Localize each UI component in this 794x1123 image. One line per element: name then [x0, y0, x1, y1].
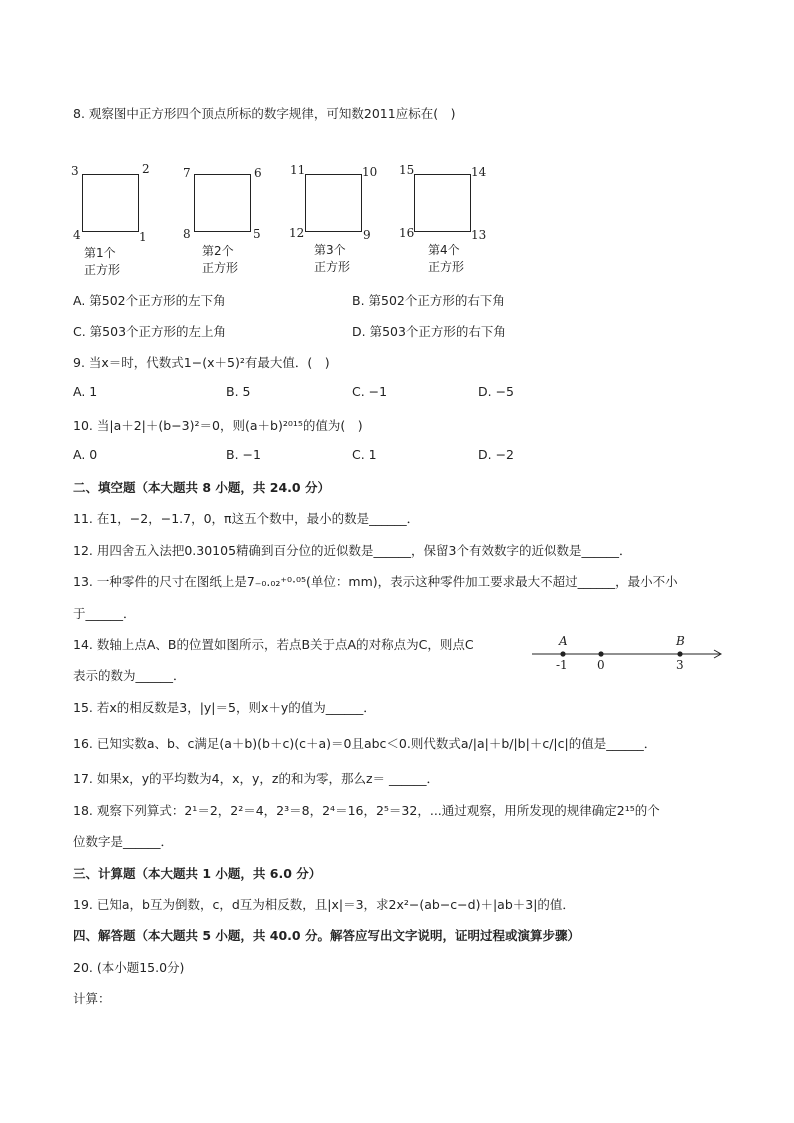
square-2-br: 5 [253, 227, 261, 241]
q9-option-c[interactable]: C. −1 [352, 384, 388, 399]
tick-label-neg1: -1 [556, 658, 568, 672]
q8-option-c[interactable]: C. 第503个正方形的左上角 [73, 324, 227, 339]
q10-option-c[interactable]: C. 1 [352, 447, 377, 462]
point-zero-dot [598, 651, 603, 656]
square-4-caption: 第4个 正方形 [428, 243, 465, 274]
square-3-bl: 12 [289, 226, 305, 240]
q8-option-a[interactable]: A. 第502个正方形的左下角 [73, 293, 226, 308]
square-4-bl: 16 [399, 226, 415, 240]
square-3-br: 9 [363, 228, 371, 242]
square-3-tr: 10 [362, 165, 378, 179]
q15: 15. 若x的相反数是3，|y|＝5，则x＋y的值为______． [73, 700, 376, 715]
point-a-dot [560, 651, 565, 656]
square-1-tl: 3 [71, 164, 79, 178]
q10-option-b[interactable]: B. −1 [226, 447, 261, 462]
square-2-tl: 7 [183, 166, 191, 180]
q20-sub: 计算： [73, 991, 111, 1006]
q10-option-a[interactable]: A. 0 [73, 447, 98, 462]
q14-line-2: 表示的数为______． [73, 668, 186, 683]
square-3-tl: 11 [290, 163, 306, 177]
q12: 12. 用四舍五入法把0.30105精确到百分位的近似数是______，保留3个有效数字的近似数是______． [73, 543, 632, 558]
square-1-br: 1 [139, 230, 147, 244]
q17: 17. 如果x，y的平均数为4，x，y，z的和为零，那么z＝ ______． [73, 771, 439, 786]
square-4 [414, 174, 471, 232]
q19: 19. 已知a，b互为倒数，c，d互为相反数，且|x|＝3，求2x²−(ab−c−d)＋|ab＋3|的值． [73, 897, 575, 912]
section-3-heading: 三、计算题（本大题共 1 小题，共 6.0 分） [73, 866, 322, 881]
square-4-br: 13 [471, 228, 487, 242]
q14-line-1: 14. 数轴上点A、B的位置如图所示，若点B关于点A的对称点为C，则点C [73, 637, 474, 652]
square-2-caption: 第2个 正方形 [202, 244, 239, 275]
point-a-label: A [559, 634, 568, 648]
square-3-caption: 第3个 正方形 [314, 243, 351, 274]
q16: 16. 已知实数a、b、c满足(a＋b)(b＋c)(c＋a)＝0且abc＜0.则代数式a/|a|＋b/|b|＋c/|c|的值是______． [73, 736, 657, 751]
tick-label-3: 3 [676, 658, 684, 672]
square-1-bl: 4 [73, 228, 81, 242]
q18-line-1: 18. 观察下列算式：2¹＝2，2²＝4，2³＝8，2⁴＝16，2⁵＝32，...通过观察，用所发现的规律确定2¹⁵的个 [73, 803, 660, 818]
square-4-tl: 15 [399, 163, 415, 177]
q11: 11. 在1，−2，−1.7，0，π这五个数中，最小的数是______． [73, 511, 420, 526]
square-2-tr: 6 [254, 166, 262, 180]
q10-stem: 10. 当|a＋2|＋(b−3)²＝0，则(a＋b)²⁰¹⁵的值为( ) [73, 418, 363, 433]
q8-stem: 8. 观察图中正方形四个顶点所标的数字规律，可知数2011应标在( ) [73, 106, 456, 121]
q13-line-1: 13. 一种零件的尺寸在图纸上是7₋₀.₀₂⁺⁰·⁰⁵(单位：mm)，表示这种零件加工要求最大不超过______，最小不小 [73, 574, 678, 589]
section-4-heading: 四、解答题（本大题共 5 小题，共 40.0 分。解答应写出文字说明，证明过程或演算步骤） [73, 928, 580, 943]
square-3 [305, 174, 362, 232]
q8-option-b[interactable]: B. 第502个正方形的右下角 [352, 293, 505, 308]
square-2 [194, 174, 251, 232]
q9-option-a[interactable]: A. 1 [73, 384, 98, 399]
q18-line-2: 位数字是______． [73, 834, 174, 849]
section-2-heading: 二、填空题（本大题共 8 小题，共 24.0 分） [73, 480, 330, 495]
square-2-bl: 8 [183, 227, 191, 241]
square-1-caption: 第1个 正方形 [84, 246, 121, 277]
q9-option-d[interactable]: D. −5 [478, 384, 514, 399]
q13-line-2: 于______． [73, 606, 136, 621]
square-4-tr: 14 [471, 165, 487, 179]
q20: 20. (本小题15.0分) [73, 960, 185, 975]
point-b-dot [677, 651, 682, 656]
square-1 [82, 174, 139, 232]
q9-option-b[interactable]: B. 5 [226, 384, 251, 399]
q9-stem: 9. 当x＝时，代数式1−(x＋5)²有最大值．( ) [73, 355, 330, 370]
square-1-tr: 2 [142, 162, 150, 176]
point-b-label: B [676, 634, 685, 648]
tick-label-0: 0 [597, 658, 605, 672]
q8-option-d[interactable]: D. 第503个正方形的右下角 [352, 324, 506, 339]
q10-option-d[interactable]: D. −2 [478, 447, 514, 462]
